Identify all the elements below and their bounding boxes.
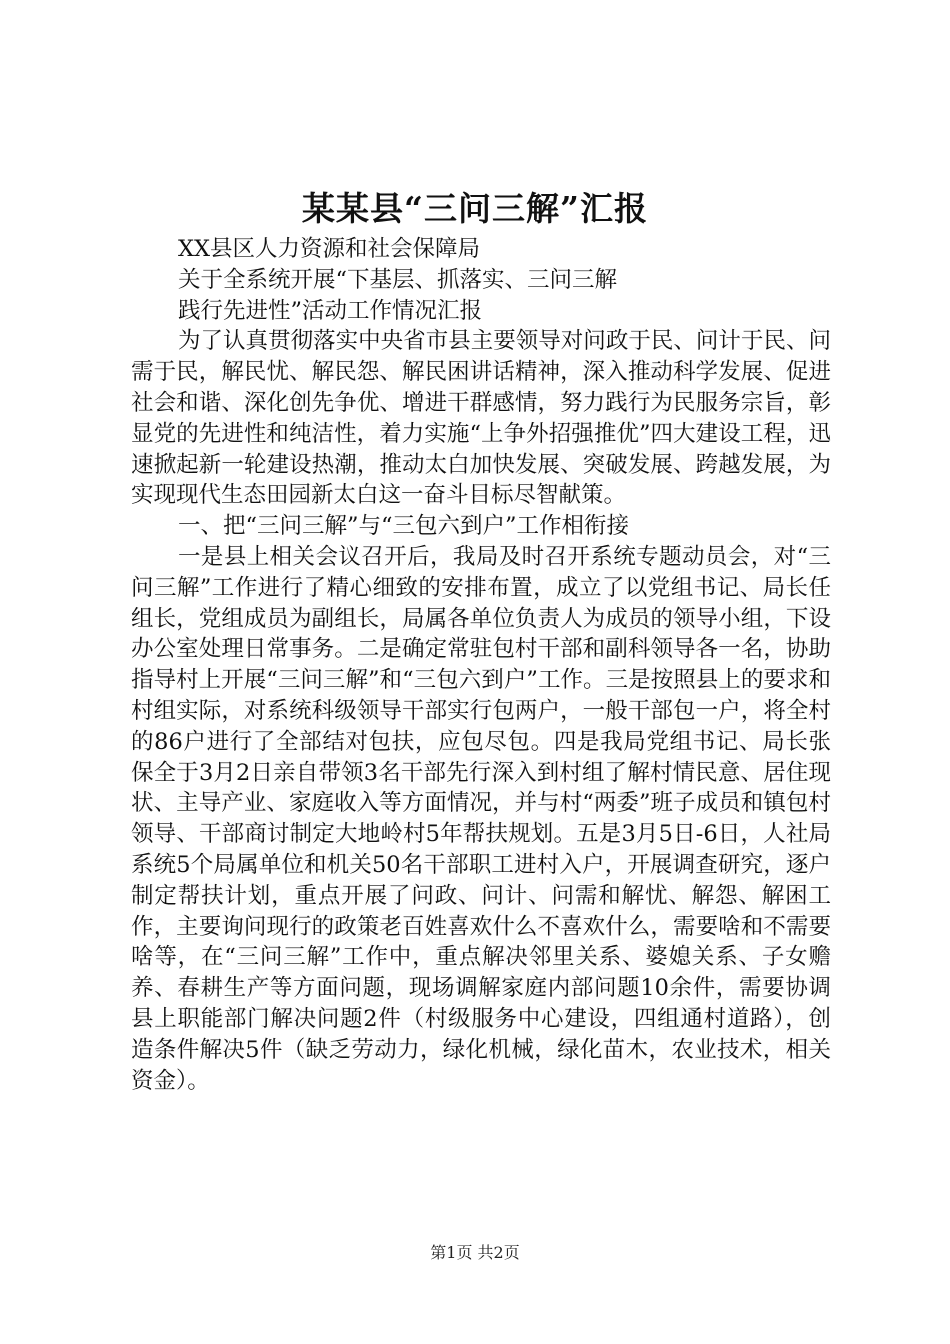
paragraph-intro: 为了认真贯彻落实中央省市县主要领导对问政于民、问计于民、问需于民，解民忧、解民怨、解民困讲话精神，深入推动科学发展、促进社会和谐、深化创先争优、增进干群感情，努力践行为民服务宗旨，彰显党的先进性和纯洁性，着力实施“上争外招强推优”四大建设工程，迅速掀起新一轮建设热潮，推动太白加快发展、突破发展、跨越发展，为实现现代生态田园新太白这一奋斗目标尽智献策。 <box>131 328 831 509</box>
org-line: XX县区人力资源和社会保障局 <box>178 236 481 262</box>
subject-line-1: 关于全系统开展“下基层、抓落实、三问三解 <box>178 266 618 293</box>
subject-line-2: 践行先进性”活动工作情况汇报 <box>178 297 483 324</box>
section-heading-1: 一、把“三问三解”与“三包六到户”工作相衔接 <box>178 513 630 540</box>
paragraph-section-1: 一是县上相关会议召开后，我局及时召开系统专题动员会，对“三问三解”工作进行了精心细致的安排布置，成立了以党组书记、局长任组长，党组成员为副组长，局属各单位负责人为成员的领导小组，下设办公室处理日常事务。二是确定常驻包村干部和副科领导各一名，协助指导村上开展“三问三解”和“三包六到户”工作。三是按照县上的要求和村组实际，对系统科级领导干部实行包两户，一般干部包一户，将全村的86户进行了全部结对包扶，应包尽包。四是我局党组书记、局长张保全于3月2日亲自带领3名干部先行深入到村组了解村情民意、居住现状、主导产业、家庭收入等方面情况，并与村“两委”班子成员和镇包村领导、干部商讨制定大地岭村5年帮扶规划。五是3月5日-6日，人社局系统5个局属单位和机关50名干部职工进村入户，开展调查研究，逐户制定帮扶计划，重点开展了问政、问计、问需和解忧、解怨、解困工作，主要询问现行的政策老百姓喜欢什么不喜欢什么，需要啥和不需要啥等，在“三问三解”工作中，重点解决邻里关系、婆媳关系、子女赡养、春耕生产等方面问题，现场调解家庭内部问题10余件，需要协调县上职能部门解决问题2件（村级服务中心建设，四组通村道路），创造条件解决5件（缺乏劳动力，绿化机械，绿化苗木，农业技术，相关资金）。 <box>131 543 831 1094</box>
page-footer: 第1页 共2页 <box>430 1243 520 1262</box>
document-body <box>131 234 831 1096</box>
document-title: 某某县“三问三解”汇报 <box>302 189 648 228</box>
